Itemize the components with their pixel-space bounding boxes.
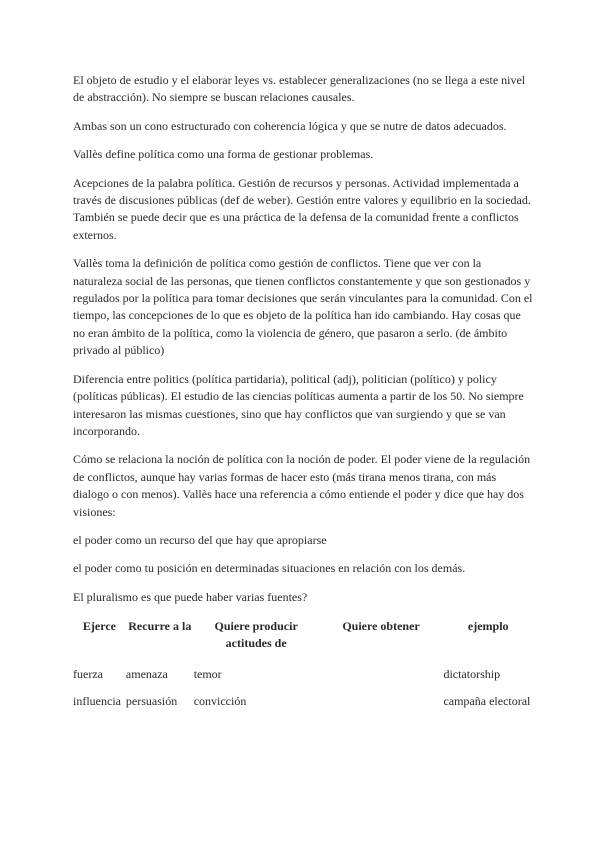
column-header-recurre: Recurre a la [128,619,192,634]
paragraph: el poder como un recurso del que hay que apropiarse [73,532,327,547]
column-header-ejemplo: ejemplo [467,619,509,634]
table-cell [319,666,444,693]
table-cell: convicción [193,694,247,709]
power-types-table [73,618,533,720]
table-header-row [73,618,533,666]
document-body [73,72,533,720]
paragraph: Cómo se relaciona la noción de política con la noción de poder. El poder viene de la regulación de conflictos, aunque hay varias formas de hacer esto (más tirana menos tirana, con más dialogo o con menos). Vallès hace una referencia a cómo entiende el poder y dice que hay dos visiones: [73,452,531,519]
table-cell: dictatorship [443,667,501,682]
table-cell: persuasión [125,694,178,709]
table-row [73,693,533,720]
table-cell: fuerza [73,667,103,682]
paragraph: El objeto de estudio y el elaborar leyes vs. establecer generalizaciones (no se llega a este nivel de abstracción). No siempre se buscan relaciones causales. [73,73,526,105]
table-cell: campaña electoral [443,694,531,709]
table-cell [319,693,444,720]
paragraph: Diferencia entre politics (política partidaria), political (adj), politician (político) y policy (políticas públicas). El estudio de las ciencias políticas aumenta a partir de los 50. No siempre interesaron las mismas cuestiones, sino que hay conflictos que van surgiendo y que se van incorporando. [73,371,524,438]
column-header-actitudes: Quiere producir actitudes de [214,619,298,651]
table-cell: temor [193,667,222,682]
paragraph: Vallès toma la definición de política como gestión de conflictos. Tiene que ver con la naturaleza social de las personas, que tienen conflictos constantemente y que son gestionados y regulados por la política para tomar decisiones que serán vinculantes para la comunidad. Con el tiempo, las concepciones de lo que es objeto de la política han ido cambiando. Hay cosas que no eran ámbito de la política, como la violencia de género, que pasaron a serlo. (de ámbito privado al público) [73,256,533,358]
table-row [73,666,533,693]
table-cell: amenaza [125,667,168,682]
column-header-obtener: Quiere obtener [342,619,420,634]
paragraph: Vallès define política como una forma de gestionar problemas. [73,147,374,162]
paragraph: Acepciones de la palabra política. Gestión de recursos y personas. Actividad implementada a través de discusiones públicas (def de weber). Gestión entre valores y equilibrio en la sociedad. También se puede decir que es una práctica de la defensa de la comunidad frente a conflictos externos. [73,175,531,242]
paragraph: el poder como tu posición en determinadas situaciones en relación con los demás. [73,561,466,576]
table-cell: influencia [73,694,121,709]
column-header-ejerce: Ejerce [82,619,116,634]
paragraph: El pluralismo es que puede haber varias fuentes? [73,589,308,604]
paragraph: Ambas son un cono estructurado con coherencia lógica y que se nutre de datos adecuados. [73,118,507,133]
